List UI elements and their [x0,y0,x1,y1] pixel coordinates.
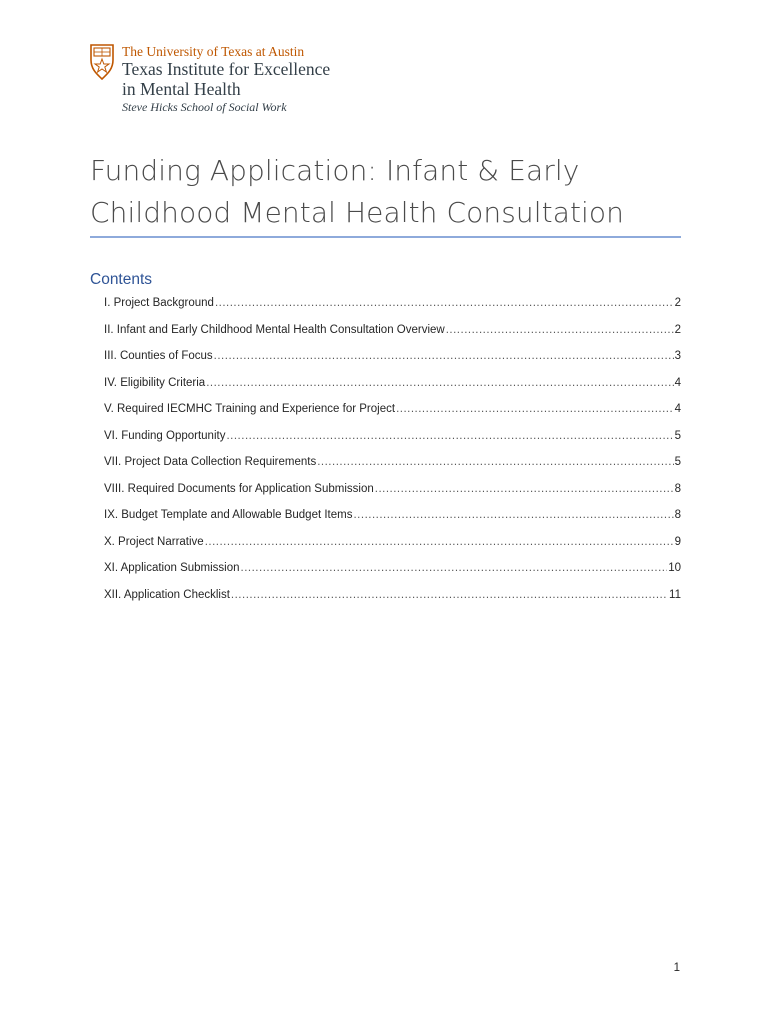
toc-entry-label: IX. Budget Template and Allowable Budget Items [104,509,353,521]
contents-heading: Contents [90,271,153,288]
ut-shield-icon [90,44,114,80]
toc-dot-leader [241,559,668,577]
toc-page-number: 4 [674,403,681,415]
toc-entry-label: X. Project Narrative [104,535,204,548]
toc-entry-budget-template[interactable] [104,506,681,533]
toc-entry-required-documents[interactable] [104,480,681,507]
toc-entry-application-submission[interactable] [104,559,681,586]
toc-entry-label: VI. Funding Opportunity [104,429,226,442]
toc-entry-label: VIII. Required Documents for Application Submission [104,482,374,495]
institution-logo [90,44,390,118]
institute-name-line2: in Mental Health [122,79,241,99]
logo-text [122,44,392,115]
toc-dot-leader [317,453,673,471]
toc-entry-label: XI. Application Submission [104,562,240,574]
school-name: Steve Hicks School of Social Work [122,100,287,114]
page-number: 1 [673,962,680,974]
toc-page-number: 8 [674,482,681,495]
toc-entry-label: II. Infant and Early Childhood Mental Health Consultation Overview [104,323,445,336]
university-name: The University of Texas at Austin [122,44,305,59]
toc-dot-leader [205,533,674,551]
toc-dot-leader [206,374,673,392]
toc-entry-project-narrative[interactable] [104,533,681,560]
toc-entry-label: VII. Project Data Collection Requirements [104,456,317,468]
toc-dot-leader [226,427,673,445]
toc-page-number: 10 [668,562,681,574]
toc-page-number: 11 [669,588,681,601]
toc-entry-iecmhc-overview[interactable] [104,321,681,348]
toc-entry-label: III. Counties of Focus [104,350,213,362]
toc-page-number: 4 [674,376,681,389]
toc-dot-leader [231,586,668,604]
toc-entry-label: XII. Application Checklist [104,588,230,601]
toc-entry-label: I. Project Background [104,297,214,309]
toc-dot-leader [353,506,673,524]
table-of-contents [104,294,681,612]
toc-entry-funding-opportunity[interactable] [104,427,681,454]
toc-entry-required-training[interactable] [104,400,681,427]
title-divider [90,236,681,238]
institute-name-line1: Texas Institute for Excellence [122,59,331,79]
toc-dot-leader [214,347,674,365]
toc-page-number: 5 [674,429,681,442]
toc-dot-leader [375,480,674,498]
toc-entry-eligibility-criteria[interactable] [104,374,681,401]
toc-dot-leader [396,400,674,418]
toc-dot-leader [446,321,674,339]
toc-dot-leader [215,294,674,312]
toc-page-number: 9 [674,535,681,548]
toc-entry-label: V. Required IECMHC Training and Experience for Project [104,403,396,415]
toc-entry-project-background[interactable] [104,294,681,321]
toc-entry-application-checklist[interactable] [104,586,681,613]
toc-page-number: 8 [674,509,681,521]
document-title-line2: Childhood Mental Health Consultation [90,196,625,229]
toc-page-number: 2 [674,323,681,336]
toc-page-number: 3 [674,350,681,362]
toc-entry-label: IV. Eligibility Criteria [104,376,206,389]
toc-entry-counties-of-focus[interactable] [104,347,681,374]
toc-page-number: 5 [674,456,681,468]
toc-entry-data-collection[interactable] [104,453,681,480]
toc-page-number: 2 [674,297,681,309]
document-title [90,150,680,234]
document-title-line1: Funding Application: Infant & Early [90,154,580,187]
